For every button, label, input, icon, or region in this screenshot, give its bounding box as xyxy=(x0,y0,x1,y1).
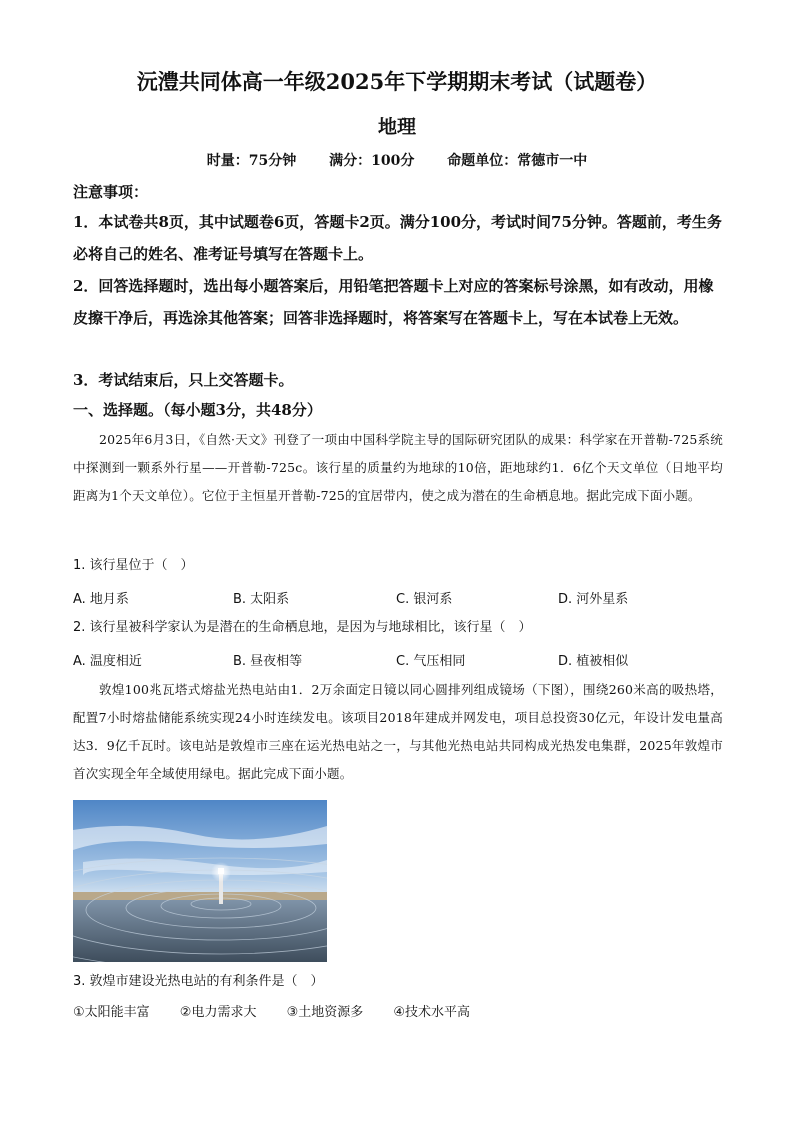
question-3-options xyxy=(73,1003,723,1023)
ground xyxy=(73,892,327,900)
q2-option-c[interactable]: C. 气压相同 xyxy=(396,654,466,669)
solar-plant-illustration xyxy=(73,800,327,962)
section-heading: 一、选择题。（每小题3分，共48分） xyxy=(73,401,322,419)
question-1-options xyxy=(73,588,723,608)
exam-unit: 命题单位：常德市一中 xyxy=(447,153,588,169)
passage-1: 2025年6月3日，《自然·天文》刊登了一项由中国科学院主导的国际研究团队的成果：科学家在开普勒-725系统中探测到一颗系外行星——开普勒-725c。该行星的质量约为地球的10倍，距地球约1．6亿个天文单位（日地平均距离为1个天文单位）。它位于主恒星开普勒-725的宜居带内，使之成为潜在的生命栖息地。据此完成下面小题。 xyxy=(73,432,723,503)
exam-score: 满分：100分 xyxy=(329,153,415,169)
q1-option-a[interactable]: A. 地月系 xyxy=(73,592,129,607)
q2-option-d[interactable]: D. 植被相似 xyxy=(558,654,629,669)
exam-time: 时量：75分钟 xyxy=(206,153,297,169)
notice-item-1: 1．本试卷共8页，其中试题卷6页，答题卡2页。满分100分，考试时间75分钟。答题前，考生务必将自己的姓名、准考证号填写在答题卡上。 xyxy=(73,213,722,263)
q1-option-c[interactable]: C. 银河系 xyxy=(396,592,453,607)
exam-title: 沅澧共同体高一年级2025年下学期期末考试（试题卷） xyxy=(136,69,658,94)
notice-item-2: 2．回答选择题时，选出每小题答案后，用铅笔把答题卡上对应的答案标号涂黑，如有改动，用橡皮擦干净后，再选涂其他答案；回答非选择题时，将答案写在答题卡上，写在本试卷上无效。 xyxy=(73,277,714,327)
question-2-stem: 2. 该行星被科学家认为是潜在的生命栖息地，是因为与地球相比，该行星（ ） xyxy=(73,620,532,635)
passage-2: 敦煌100兆瓦塔式熔盐光热电站由1．2万余面定日镜以同心圆排列组成镜场（下图），围绕260米高的吸热塔，配置7小时熔盐储能系统实现24小时连续发电。该项目2018年建成并网发电，项目总投资30亿元，年设计发电量高达3．9亿千瓦时。该电站是敦煌市三座在运光热电站之一，与其他光热电站共同构成光热发电集群，2025年敦煌市首次实现全年全域使用绿电。据此完成下面小题。 xyxy=(73,682,723,781)
question-3-stem: 3. 敦煌市建设光热电站的有利条件是（ ） xyxy=(73,974,324,989)
q2-option-b[interactable]: B. 昼夜相等 xyxy=(233,654,303,669)
q1-option-d[interactable]: D. 河外星系 xyxy=(558,592,629,607)
notice-heading: 注意事项： xyxy=(73,183,149,201)
subject-title: 地理 xyxy=(377,116,416,138)
q1-option-b[interactable]: B. 太阳系 xyxy=(233,592,290,607)
q3-option-2: ②电力需求大 xyxy=(179,1005,257,1020)
question-1-stem: 1. 该行星位于（ ） xyxy=(73,558,194,573)
sky xyxy=(73,800,327,900)
q3-option-1: ①太阳能丰富 xyxy=(73,1005,150,1020)
question-2-options xyxy=(73,650,723,670)
q3-option-4: ④技术水平高 xyxy=(393,1005,471,1020)
mirror-field xyxy=(73,900,327,962)
notice-item-3: 3．考试结束后，只上交答题卡。 xyxy=(73,371,294,389)
exam-meta xyxy=(0,150,794,170)
solar-plant-photo xyxy=(73,800,327,962)
q2-option-a[interactable]: A. 温度相近 xyxy=(73,654,142,669)
receiver-head xyxy=(218,868,224,874)
q3-option-3: ③土地资源多 xyxy=(286,1005,364,1020)
